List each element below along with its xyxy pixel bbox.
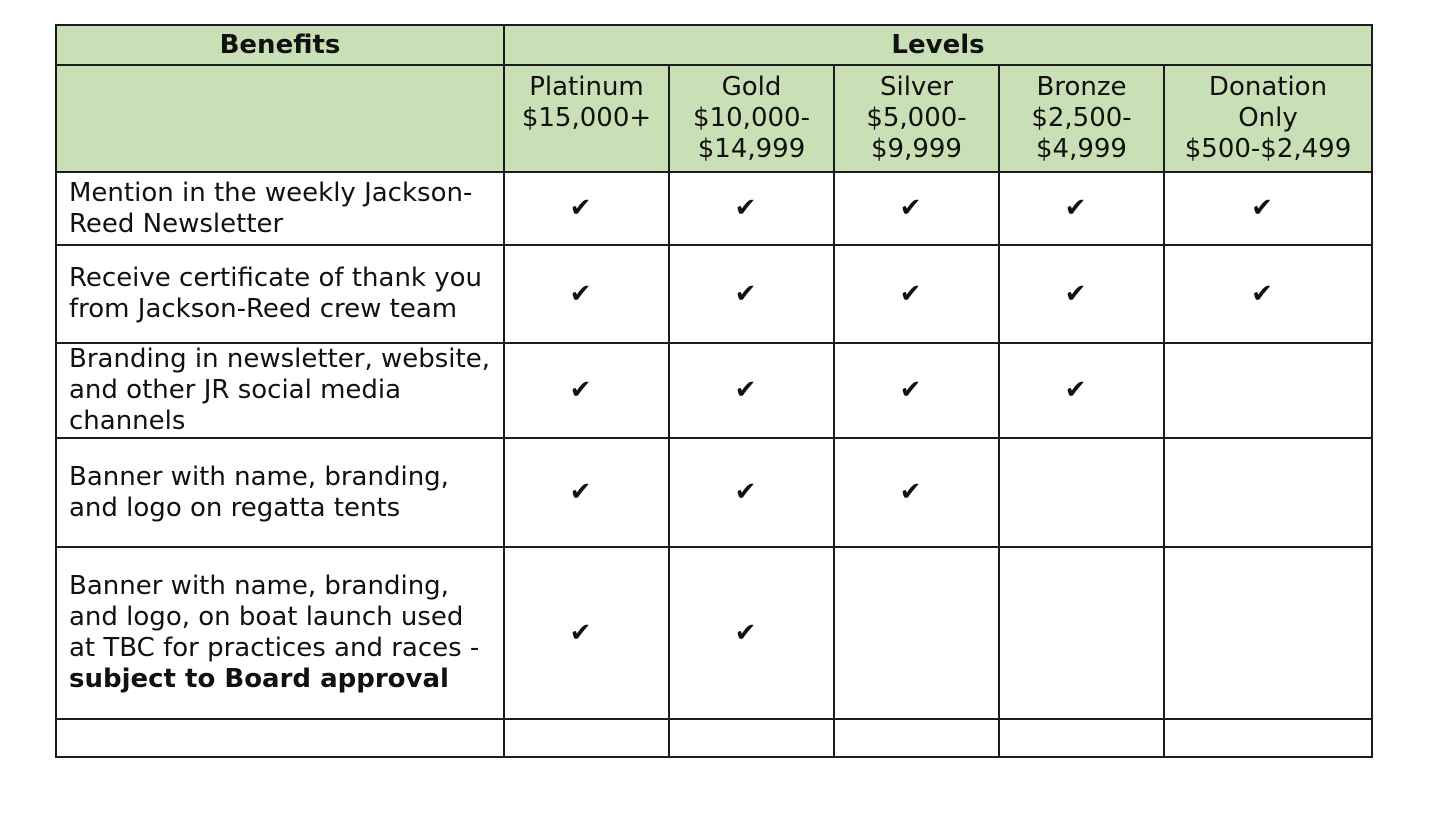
level-cell (834, 438, 999, 547)
level-cell (1164, 719, 1372, 757)
checkmark-icon: ✔ (734, 477, 757, 507)
benefit-row (56, 547, 1372, 719)
benefit-description (56, 438, 504, 547)
checkmark-icon: ✔ (1064, 375, 1087, 405)
checkmark-icon: ✔ (1251, 278, 1273, 309)
level-cell (834, 343, 999, 438)
level-cell (999, 343, 1164, 438)
level-range: $2,500- (1031, 103, 1132, 133)
checkmark-icon: ✔ (569, 375, 592, 405)
level-name: Bronze (1036, 72, 1127, 102)
level-name: Donation (1208, 72, 1328, 102)
level-name: Silver (879, 72, 954, 102)
level-range-end (505, 134, 668, 165)
checkmark-icon: ✔ (899, 375, 922, 405)
level-gold (669, 65, 834, 172)
benefit-text: Branding in newsletter, website, and other JR social media channels (69, 344, 490, 436)
level-cell (999, 245, 1164, 343)
benefit-note-bold: subject to Board approval (69, 664, 449, 694)
benefit-text: Banner with name, branding, and logo on regatta tents (69, 461, 449, 523)
level-cell (999, 547, 1164, 719)
level-cell (999, 172, 1164, 245)
level-cell (1164, 172, 1372, 245)
benefit-description (56, 172, 504, 245)
level-cell (999, 719, 1164, 757)
checkmark-icon: ✔ (899, 278, 922, 309)
checkmark-icon: ✔ (569, 617, 592, 648)
level-cell (1164, 343, 1372, 438)
sponsorship-benefits-table (55, 24, 1373, 758)
level-range: $500-$2,499 (1184, 134, 1352, 164)
level-name: Platinum (529, 72, 644, 102)
level-cell (1164, 438, 1372, 547)
benefit-text: Receive certificate of thank you from Jackson-Reed crew team (69, 263, 483, 324)
checkmark-icon: ✔ (734, 617, 757, 648)
level-cell (669, 172, 834, 245)
benefit-row (56, 438, 1372, 547)
level-cell (669, 719, 834, 757)
benefit-row (56, 719, 1372, 757)
level-bronze (999, 65, 1164, 172)
checkmark-icon: ✔ (569, 477, 592, 507)
level-range: $10,000- (693, 103, 810, 133)
level-cell (669, 547, 834, 719)
benefit-row (56, 245, 1372, 343)
benefits-header: Benefits (56, 25, 504, 65)
level-name: Gold (721, 72, 782, 102)
benefit-description (56, 719, 504, 757)
level-cell (834, 172, 999, 245)
benefit-text: Banner with name, branding, and logo, on boat launch used at TBC for practices and races - (69, 571, 480, 663)
benefit-description (56, 343, 504, 438)
checkmark-icon: ✔ (899, 477, 922, 507)
level-platinum (504, 65, 669, 172)
level-cell (504, 438, 669, 547)
level-names-row (56, 65, 1372, 172)
benefit-row (56, 343, 1372, 438)
header-row (56, 25, 1372, 65)
levels-header: Levels (504, 25, 1372, 65)
level-silver (834, 65, 999, 172)
level-cell (669, 343, 834, 438)
level-range: $5,000- (866, 103, 967, 133)
checkmark-icon: ✔ (1251, 193, 1273, 223)
checkmark-icon: ✔ (569, 278, 592, 309)
checkmark-icon: ✔ (734, 375, 757, 405)
level-range-end: $14,999 (697, 134, 806, 164)
level-cell (504, 719, 669, 757)
checkmark-icon: ✔ (734, 193, 757, 223)
checkmark-icon: ✔ (1064, 278, 1087, 309)
level-cell (669, 438, 834, 547)
checkmark-icon: ✔ (569, 193, 592, 223)
benefit-description (56, 245, 504, 343)
level-cell (1164, 245, 1372, 343)
level-cell (504, 343, 669, 438)
level-donation-only (1164, 65, 1372, 172)
benefit-description (56, 547, 504, 719)
benefit-row (56, 172, 1372, 245)
level-cell (504, 547, 669, 719)
checkmark-icon: ✔ (1064, 193, 1087, 223)
level-cell (504, 245, 669, 343)
level-cell (834, 245, 999, 343)
level-cell (999, 438, 1164, 547)
checkmark-icon: ✔ (734, 278, 757, 309)
level-name-cont: Only (1238, 103, 1298, 133)
level-cell (504, 172, 669, 245)
level-cell (834, 719, 999, 757)
level-cell (834, 547, 999, 719)
level-range-end: $4,999 (1036, 134, 1127, 164)
level-cell (1164, 547, 1372, 719)
checkmark-icon: ✔ (899, 193, 922, 223)
empty-header-cell (56, 65, 504, 172)
level-range: $15,000+ (521, 103, 652, 133)
level-cell (669, 245, 834, 343)
benefit-text: Mention in the weekly Jackson-Reed Newsletter (69, 177, 473, 239)
level-range-end: $9,999 (871, 134, 962, 164)
